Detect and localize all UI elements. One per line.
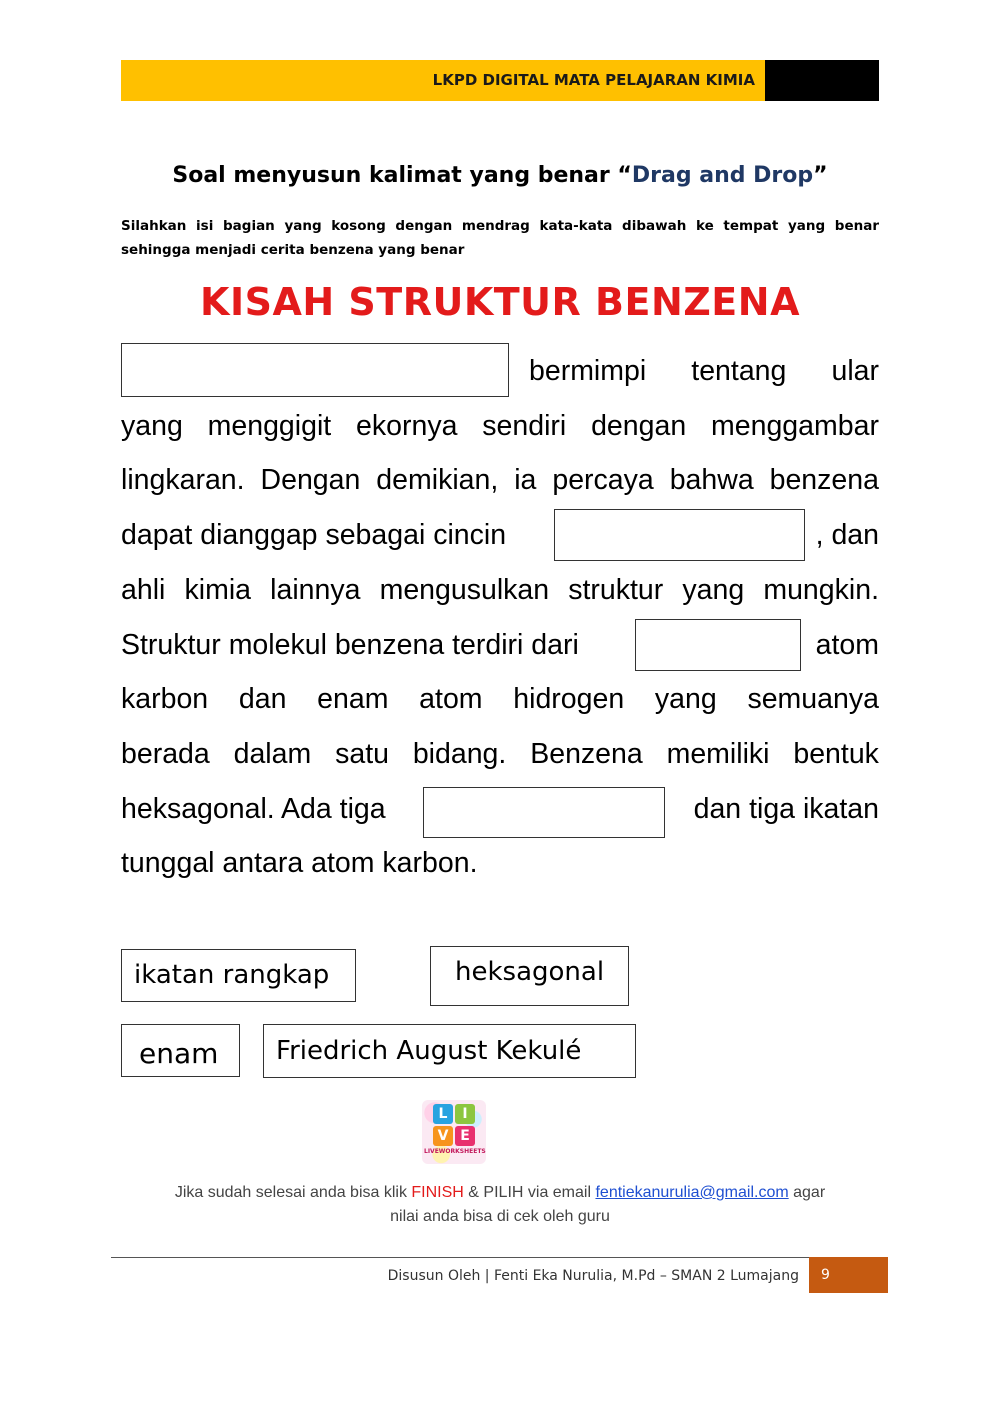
story-line-4-after: , dan [815,519,879,551]
header-black-block [765,60,879,101]
logo-tile-l: L [433,1104,453,1124]
story-word: menggigit [207,410,332,442]
story-title: KISAH STRUKTUR BENZENA [200,280,800,324]
story-word: yang [121,410,183,442]
logo-tile-e: E [455,1126,475,1146]
story-word: yang [682,574,745,606]
story-word: yang [654,683,717,715]
story-line-4-before: dapat dianggap sebagai cincin [121,519,507,551]
story-line-3 [121,453,879,508]
story-word: Dengan [260,464,361,496]
email-link[interactable]: fentiekanurulia@gmail.com [595,1184,789,1201]
story-word: enam [317,683,389,715]
page-number: 9 [809,1257,888,1293]
story-word: dengan [591,410,687,442]
story-word: bahwa [669,464,754,496]
finish-note-line-2: nilai anda bisa di cek oleh guru [390,1208,610,1225]
footer-author: Disusun Oleh | Fenti Eka Nurulia, M.Pd – SMAN 2 Lumajang [387,1268,799,1284]
story-line-1 [529,344,879,399]
story-line-9-before: heksagonal. Ada tiga [121,793,386,825]
instruction-line-1: Silahkan isi bagian yang kosong dengan mendrag kata-kata dibawah ke tempat yang benar [121,218,879,234]
story-word: mungkin. [763,574,879,606]
word-chip-heksagonal[interactable]: heksagonal [430,946,629,1006]
header-title: LKPD DIGITAL MATA PELAJARAN KIMIA [432,71,755,89]
story-word: berada [121,738,210,770]
story-word: ular [831,355,879,387]
story-word: satu [335,738,389,770]
word-chip-kekule[interactable]: Friedrich August Kekulé [263,1024,636,1078]
story-line-7 [121,672,879,727]
finish-note [121,1181,879,1229]
story-word: memiliki [666,738,770,770]
instruction-line-2: sehingga menjadi cerita benzena yang benar [121,242,465,258]
story-word: hidrogen [513,683,625,715]
question-title-suffix: ” [813,163,828,188]
story-line-6-before: Struktur molekul benzena terdiri dari [121,629,579,661]
story-word: bermimpi [529,355,647,387]
story-line-5 [121,563,879,618]
story-line-6-after: atom [815,629,879,661]
finish-note-line-1 [121,1181,879,1205]
word-chip-enam[interactable]: enam [121,1024,240,1077]
drop-blank-3[interactable] [635,619,801,671]
finish-note-text: Jika sudah selesai anda bisa klik [174,1184,412,1201]
story-word: ekornya [356,410,458,442]
story-line-10: tunggal antara atom karbon. [121,847,478,879]
finish-keyword: FINISH [411,1184,464,1201]
story-word: benzena [769,464,879,496]
story-word: Benzena [530,738,643,770]
story-word: lingkaran. [121,464,245,496]
story-word: kimia [184,574,252,606]
story-word: sendiri [482,410,567,442]
story-word: ia [514,464,537,496]
drop-blank-4[interactable] [423,787,665,838]
word-chip-ikatan-rangkap[interactable]: ikatan rangkap [121,949,356,1002]
question-title [100,163,900,188]
instruction-text [121,214,879,262]
story-word: bidang. [412,738,507,770]
story-word: menggambar [711,410,879,442]
question-title-prefix: Soal menyusun kalimat yang benar “ [172,163,632,188]
finish-note-text: & PILIH via email [463,1184,596,1201]
story-word: tentang [691,355,787,387]
story-line-2 [121,399,879,454]
story-word: ahli [121,574,166,606]
story-word: atom [419,683,483,715]
drop-blank-2[interactable] [554,509,805,561]
question-title-highlight: Drag and Drop [631,163,814,188]
footer-divider [111,1257,809,1258]
story-line-9-after: dan tiga ikatan [693,793,879,825]
logo-tile-v: V [433,1126,453,1146]
story-word: demikian, [376,464,499,496]
story-word: bentuk [793,738,879,770]
story-word: mengusulkan [379,574,550,606]
story-word: karbon [121,683,209,715]
story-word: semuanya [747,683,879,715]
story-word: dalam [233,738,312,770]
logo-caption: LIVEWORKSHEETS [424,1148,486,1155]
drop-blank-1[interactable] [121,343,509,397]
story-word: percaya [552,464,654,496]
story-word: dan [238,683,287,715]
logo-tile-i: I [455,1104,475,1124]
story-word: struktur [568,574,664,606]
story-line-8 [121,727,879,782]
liveworksheets-logo [422,1100,486,1164]
finish-note-text: agar [788,1184,826,1201]
story-word: lainnya [270,574,361,606]
